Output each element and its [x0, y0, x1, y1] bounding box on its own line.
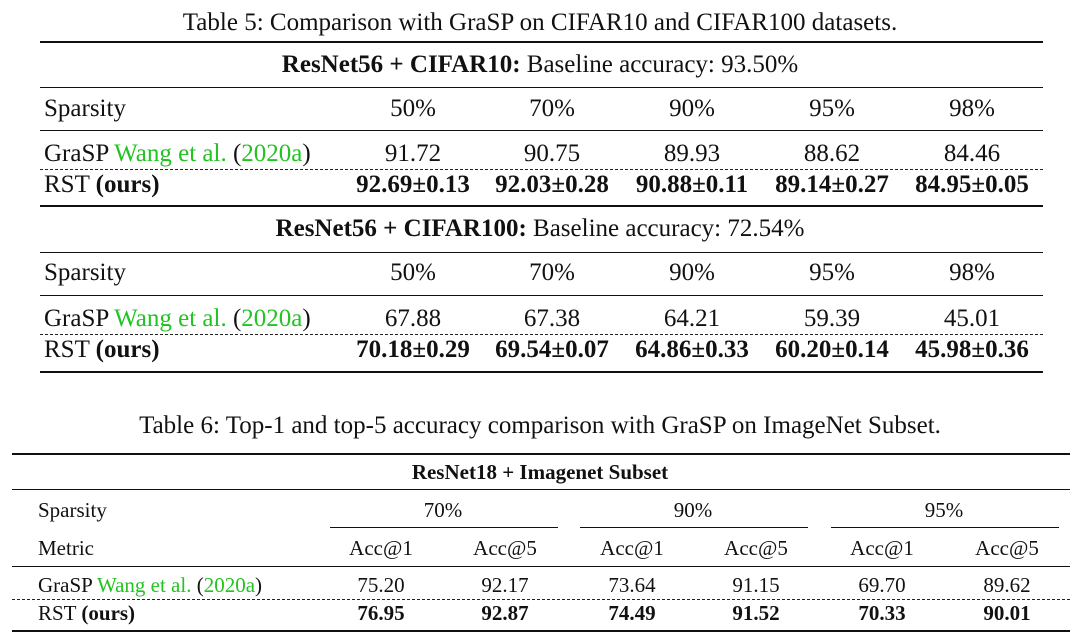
sparsity-header: 98%	[949, 259, 995, 286]
rst-value: 92.03±0.28	[495, 171, 609, 198]
imagenet-section-title: ResNet18 + Imagenet Subset	[411, 460, 669, 484]
grasp-value: 88.62	[803, 140, 861, 167]
grasp-value: 89.93	[663, 140, 721, 167]
table6-top-rule	[12, 453, 1070, 455]
rst-row-label: RST (ours)	[38, 601, 136, 625]
table5-rule	[40, 87, 1043, 88]
table5-top-rule	[40, 41, 1043, 43]
metric-header: Acc@5	[724, 536, 788, 560]
dashed-separator	[12, 599, 1070, 600]
sparsity-label: Sparsity	[44, 95, 126, 122]
grasp-value: 67.88	[384, 305, 442, 332]
sparsity-header: 95%	[809, 259, 855, 286]
rst-value: 64.86±0.33	[635, 336, 749, 363]
table5-bottom-rule	[40, 371, 1043, 373]
rst-value: 74.49	[608, 601, 656, 625]
grasp-value: 75.20	[357, 573, 405, 597]
sparsity-header: 90%	[669, 95, 715, 122]
rst-value: 89.14±0.27	[775, 171, 889, 198]
grasp-row-label: GraSP Wang et al. (2020a)	[38, 573, 263, 597]
citation-year: 2020a	[241, 305, 303, 332]
rst-value: 70.18±0.29	[356, 336, 470, 363]
sparsity-header: 70%	[529, 259, 575, 286]
table5-rule	[40, 295, 1043, 296]
rst-value: 90.01	[983, 601, 1031, 625]
metric-header: Acc@1	[600, 536, 664, 560]
group-underline	[580, 527, 808, 528]
rst-value: 76.95	[357, 601, 405, 625]
metric-header: Acc@5	[473, 536, 537, 560]
table5-caption: Table 5: Comparison with GraSP on CIFAR10 and CIFAR100 datasets.	[182, 9, 898, 36]
sparsity-header: 50%	[390, 259, 436, 286]
metric-header: Acc@1	[850, 536, 914, 560]
metric-header: Acc@1	[349, 536, 413, 560]
table5-rule	[40, 130, 1043, 131]
cifar10-section-title: ResNet56 + CIFAR10: Baseline accuracy: 93.50%	[281, 51, 799, 78]
metric-header: Acc@5	[975, 536, 1039, 560]
sparsity-header: 90%	[673, 498, 713, 522]
citation-link: Wang et al.	[114, 305, 227, 332]
sparsity-label: Sparsity	[38, 498, 107, 522]
sparsity-header: 90%	[669, 259, 715, 286]
rst-value: 92.69±0.13	[356, 171, 470, 198]
sparsity-header: 98%	[949, 95, 995, 122]
table6-caption: Table 6: Top-1 and top-5 accuracy comparison with GraSP on ImageNet Subset.	[139, 412, 941, 439]
grasp-row-label: GraSP Wang et al. (2020a)	[44, 140, 311, 167]
grasp-value: 64.21	[663, 305, 721, 332]
table6-rule	[12, 489, 1070, 490]
table6-rule	[12, 566, 1070, 567]
rst-value: 45.98±0.36	[915, 336, 1029, 363]
rst-value: 70.33	[858, 601, 906, 625]
rst-value: 84.95±0.05	[915, 171, 1029, 198]
grasp-value: 91.15	[732, 573, 780, 597]
grasp-value: 84.46	[943, 140, 1001, 167]
rst-row-label: RST (ours)	[44, 336, 160, 363]
grasp-value: 73.64	[608, 573, 656, 597]
group-underline	[330, 527, 558, 528]
sparsity-label: Sparsity	[44, 259, 126, 286]
sparsity-header: 70%	[423, 498, 463, 522]
table6-bottom-rule	[12, 630, 1070, 632]
table5-mid-rule	[40, 205, 1043, 207]
grasp-value: 91.72	[384, 140, 442, 167]
table5-rule	[40, 252, 1043, 253]
grasp-value: 59.39	[803, 305, 861, 332]
grasp-value: 67.38	[523, 305, 581, 332]
grasp-value: 45.01	[943, 305, 1001, 332]
grasp-row-label: GraSP Wang et al. (2020a)	[44, 305, 311, 332]
sparsity-header: 95%	[924, 498, 964, 522]
sparsity-header: 50%	[390, 95, 436, 122]
grasp-value: 90.75	[523, 140, 581, 167]
rst-value: 92.87	[481, 601, 529, 625]
rst-value: 90.88±0.11	[635, 171, 749, 198]
metric-label: Metric	[38, 536, 94, 560]
citation-link: Wang et al.	[114, 140, 227, 167]
rst-value: 69.54±0.07	[495, 336, 609, 363]
cifar100-section-title: ResNet56 + CIFAR100: Baseline accuracy: 72.54%	[275, 215, 805, 242]
rst-value: 60.20±0.14	[775, 336, 889, 363]
rst-value: 91.52	[732, 601, 780, 625]
rst-row-label: RST (ours)	[44, 171, 160, 198]
citation-year: 2020a	[241, 140, 303, 167]
sparsity-header: 70%	[529, 95, 575, 122]
sparsity-header: 95%	[809, 95, 855, 122]
citation-link: Wang et al.	[96, 573, 192, 597]
grasp-value: 92.17	[481, 573, 529, 597]
grasp-value: 69.70	[858, 573, 906, 597]
group-underline	[831, 527, 1059, 528]
citation-year: 2020a	[203, 573, 256, 597]
grasp-value: 89.62	[983, 573, 1031, 597]
